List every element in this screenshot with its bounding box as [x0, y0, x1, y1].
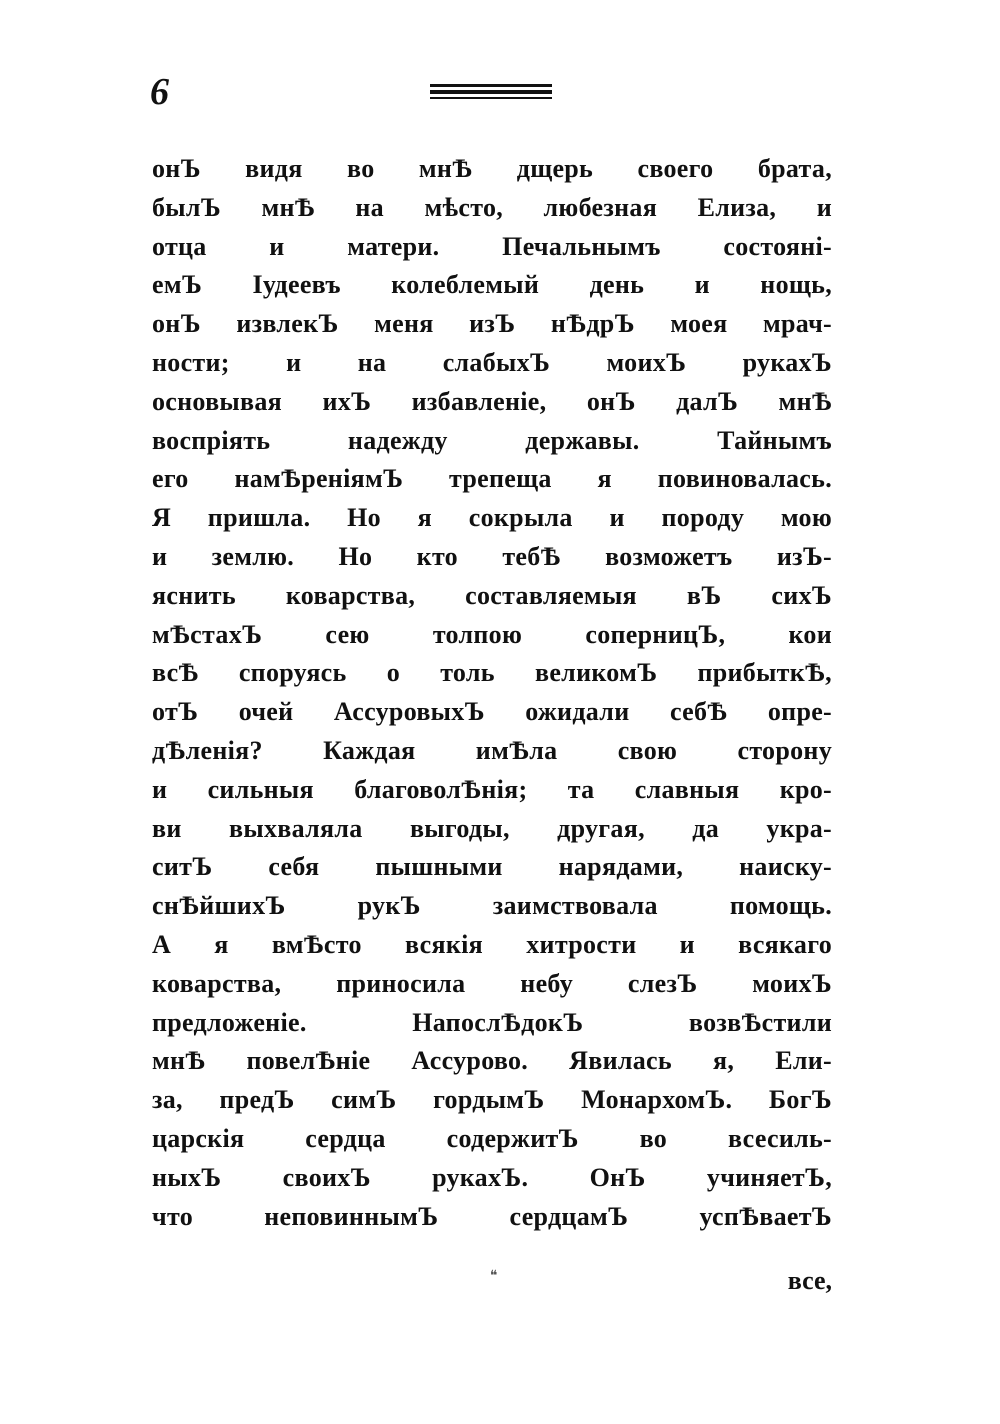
text-line: коварства, приносила небу слезЪ моихЪ [152, 968, 832, 998]
page-number: 6 [150, 71, 169, 113]
body-text [152, 150, 832, 1236]
text-line: и землю. Но кто тебѢ возможетъ изЪ- [152, 541, 832, 571]
text-line: мнѢ повелѢніе Ассурово. Явилась я, Ели- [152, 1046, 832, 1076]
text-line: воспріять надежду державы. Тайнымъ [152, 425, 832, 455]
text-line: А я вмѢсто всякія хитрости и всякаго [152, 929, 832, 959]
text-line: яснить коварства, составляемыя вЪ сихЪ [152, 580, 832, 610]
text-line: его намѢреніямЪ трепеща я повиновалась. [152, 464, 832, 494]
text-line: емЪ Іудеевъ колеблемый день и нощь, [152, 270, 832, 300]
text-line: царскія сердца содержитЪ во всесиль- [152, 1123, 832, 1153]
text-line: предложеніе. НапослѢдокЪ возвѢстили [152, 1007, 832, 1037]
text-line: снѢйшихЪ рукЪ заимствовала помощь. [152, 891, 832, 921]
header-rule-line [430, 97, 552, 99]
text-line: ви выхваляла выгоды, другая, да укра- [152, 813, 832, 843]
header-rule-ornament [430, 84, 552, 102]
text-line: за, предЪ симЪ гордымЪ МонархомЪ. БогЪ [152, 1085, 832, 1115]
text-line: дѢленія? Каждая имѢла свою сторону [152, 735, 832, 765]
text-line: онЪ видя во мнѢ дщерь своего брата, [152, 154, 832, 183]
text-line: отЪ очей АссуровыхЪ ожидали себѢ опре- [152, 697, 832, 727]
text-line: ситЪ себя пышными нарядами, наиску- [152, 852, 832, 882]
text-line: всѢ споруясь о толь великомЪ прибыткѢ, [152, 658, 832, 688]
text-line: былЪ мнѢ на мѣсто, любезная Елиза, и [152, 192, 832, 222]
text-line: ности; и на слабыхЪ моихЪ рукахЪ [152, 347, 832, 377]
text-line: отца и матери. Печальнымъ состояні- [152, 231, 832, 261]
text-line: что неповиннымЪ сердцамЪ успѢваетЪ [152, 1201, 832, 1231]
text-line: и сильныя благоволѢнія; та славныя кро- [152, 774, 832, 804]
header-rule-line [430, 90, 552, 94]
text-line: мѢстахЪ сею толпою соперницЪ, кои [152, 619, 832, 649]
text-line: основывая ихЪ избавленіе, онЪ далЪ мнѢ [152, 386, 832, 416]
text-line: онЪ извлекЪ меня изЪ нѢдрЪ моея мрач- [152, 309, 832, 339]
print-speck-mark: ❝ [490, 1268, 498, 1284]
text-line: ныхЪ своихЪ рукахЪ. ОнЪ учиняетЪ, [152, 1162, 832, 1192]
header-rule-line [430, 84, 552, 87]
text-line: Я пришла. Но я сокрыла и породу мою [152, 503, 832, 533]
catchword: все, [787, 1266, 832, 1295]
